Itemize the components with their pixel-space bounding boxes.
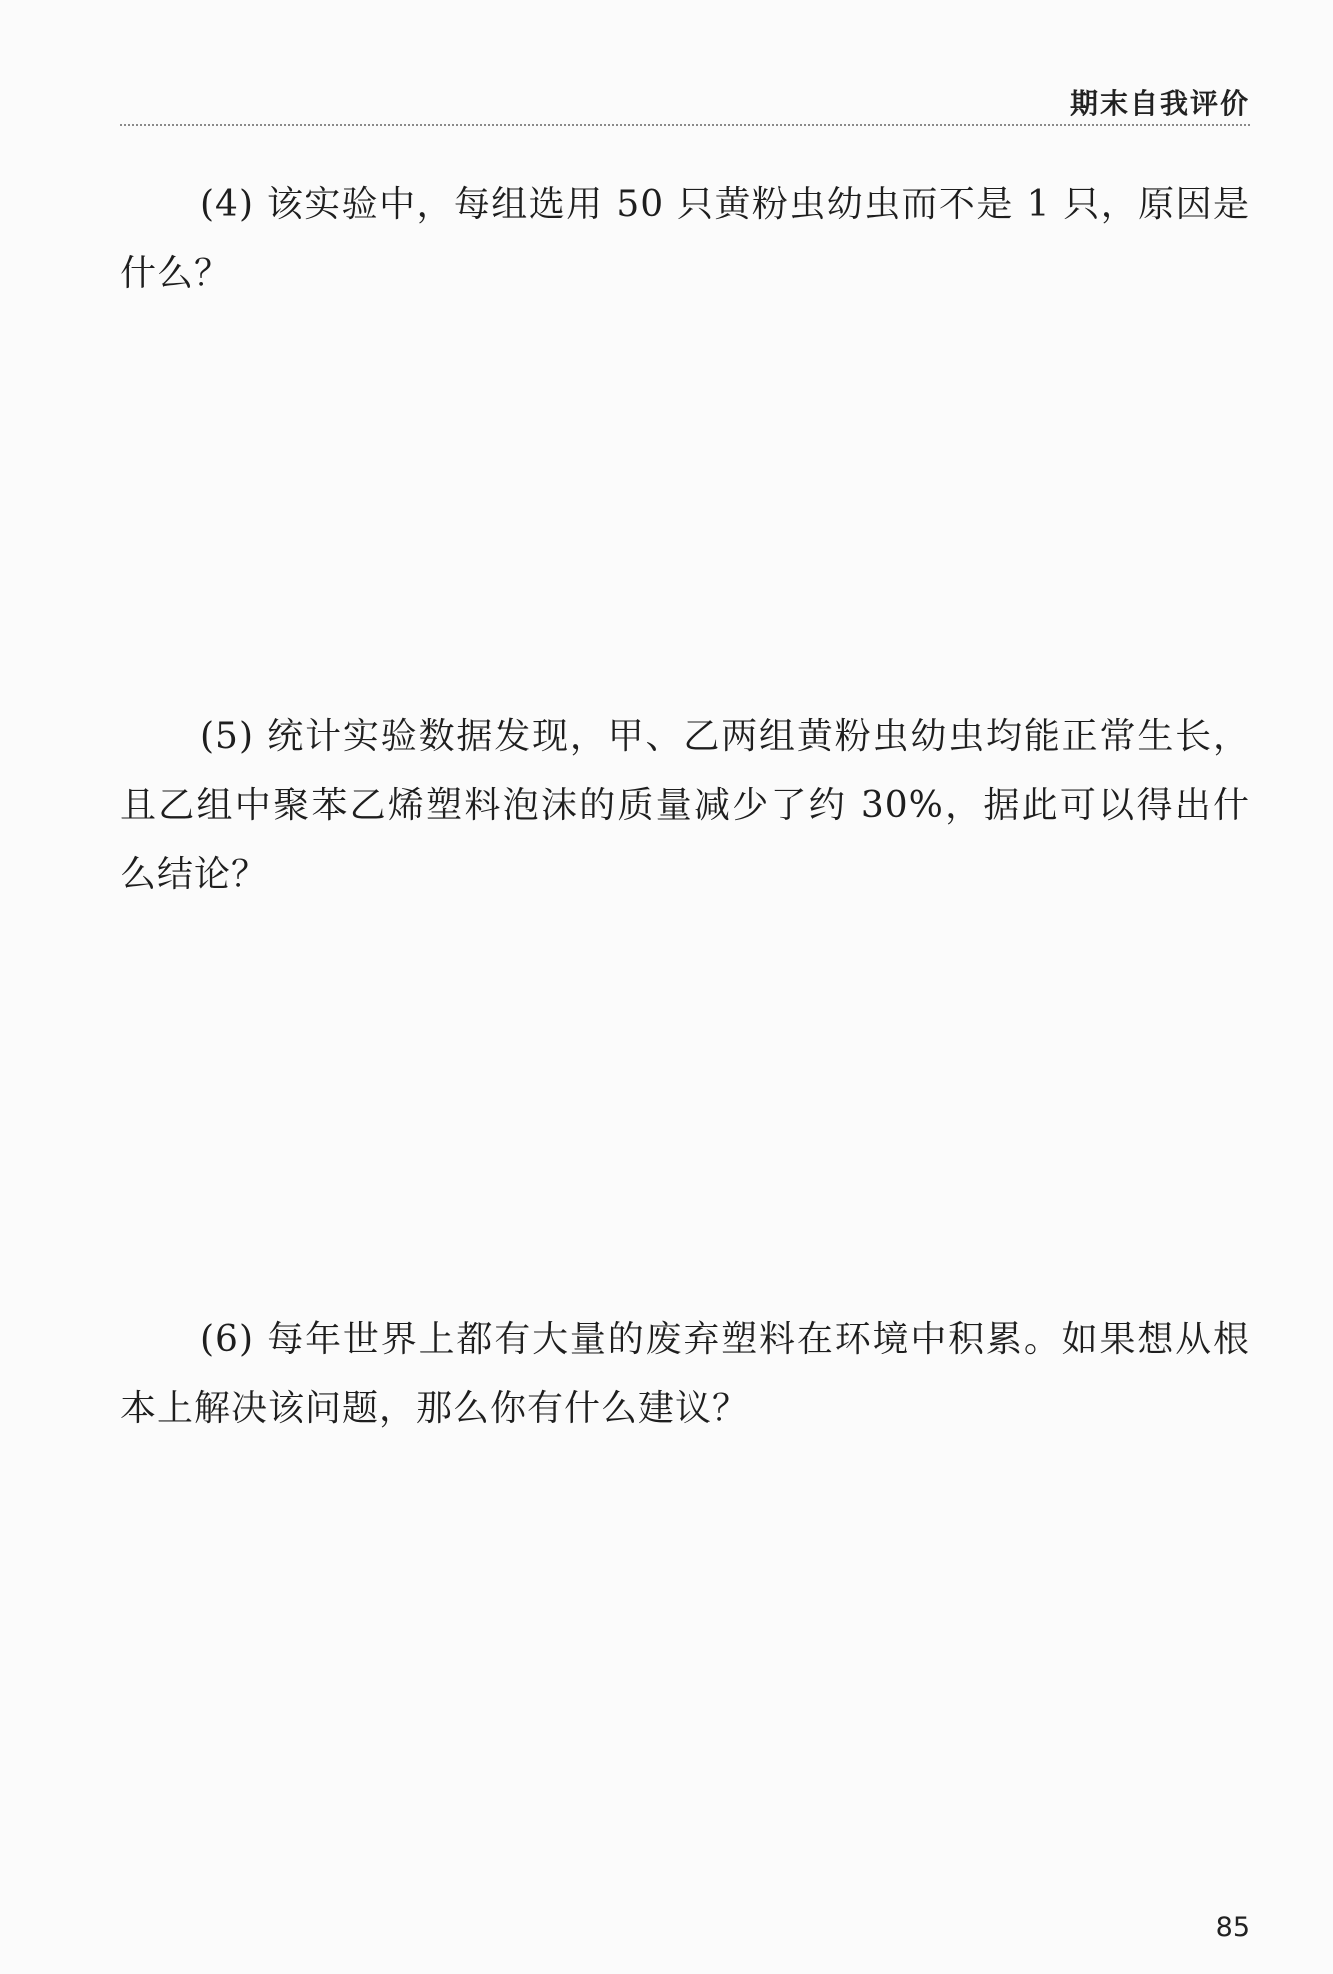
question-6: (6) 每年世界上都有大量的废弃塑料在环境中积累。如果想从根本上解决该问题，那么你有什么建议？ (120, 1319, 1250, 1429)
header-divider (120, 124, 1250, 126)
question-4: (4) 该实验中，每组选用 50 只黄粉虫幼虫而不是 1 只，原因是什么？ (120, 184, 1250, 294)
page-number: 85 (1215, 1912, 1250, 1943)
section-title: 期末自我评价 (1069, 87, 1250, 120)
question-5: (5) 统计实验数据发现，甲、乙两组黄粉虫幼虫均能正常生长，且乙组中聚苯乙烯塑料泡沫的质量减少了约 30%，据此可以得出什么结论？ (120, 716, 1250, 895)
